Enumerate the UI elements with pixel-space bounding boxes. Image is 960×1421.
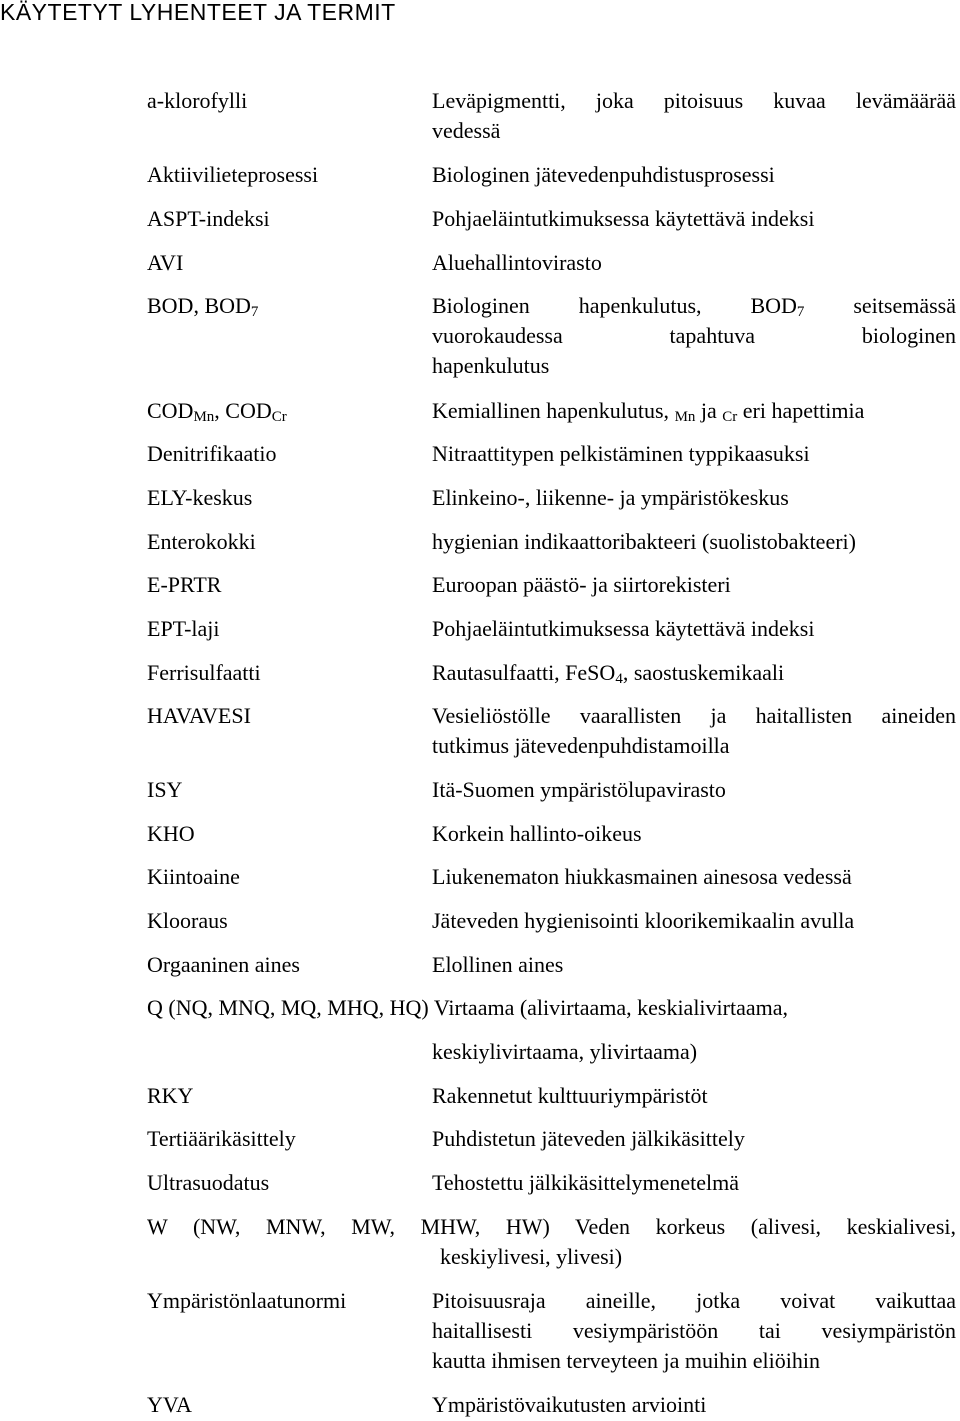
- definition-text: seitsemässä: [804, 293, 956, 318]
- term-subscript: Cr: [271, 409, 287, 425]
- definition-isy: Itä-Suomen ympäristölupavirasto: [432, 777, 726, 802]
- definition-text: Kemiallinen hapenkulutus,: [432, 398, 675, 423]
- term-denitrifikaatio: Denitrifikaatio: [147, 441, 277, 466]
- definition-text: ja: [695, 398, 723, 423]
- definition-denitrifikaatio: Nitraattitypen pelkistäminen typpikaasuksi: [432, 441, 810, 466]
- definition-line: vuorokaudessa tapahtuva biologinen: [432, 323, 956, 348]
- term-enterokokki: Enterokokki: [147, 529, 256, 554]
- definition-aktiivilieteprosessi: Biologinen jätevedenpuhdistusprosessi: [432, 162, 775, 187]
- definition-subscript: 4: [615, 671, 623, 687]
- definition-subscript: Mn: [674, 409, 696, 425]
- term-orgaaninen-aines: Orgaaninen aines: [147, 952, 300, 977]
- definition-ultrasuodatus: Tehostettu jälkikäsittelymenetelmä: [432, 1170, 739, 1195]
- definition-aspt-indeksi: Pohjaeläintutkimuksessa käytettävä indeksi: [432, 206, 815, 231]
- term-text: COD: [147, 398, 194, 423]
- definition-ely-keskus: Elinkeino-, liikenne- ja ympäristökeskus: [432, 485, 789, 510]
- definition-havavesi: [432, 701, 956, 761]
- definition-text: , saostuskemikaali: [622, 660, 785, 685]
- definition-kiintoaine: Liukenematon hiukkasmainen ainesosa vedessä: [432, 864, 852, 889]
- term-ymparistonlaatunormi: Ympäristönlaatunormi: [147, 1288, 347, 1313]
- term-text: , COD: [214, 398, 272, 423]
- definition-line: tutkimus jätevedenpuhdistamoilla: [432, 733, 730, 758]
- term-aktiivilieteprosessi: Aktiivilieteprosessi: [147, 162, 319, 187]
- term-subscript: 7: [250, 304, 259, 320]
- term-text: BOD, BOD: [147, 293, 251, 318]
- definition-q-continuation: keskiylivirtaama, ylivirtaama): [432, 1039, 698, 1064]
- term-ultrasuodatus: Ultrasuodatus: [147, 1170, 270, 1195]
- term-klooraus: Klooraus: [147, 908, 228, 933]
- term-rky: RKY: [147, 1083, 194, 1108]
- definition-rky: Rakennetut kulttuuriympäristöt: [432, 1083, 708, 1108]
- term-ept-laji: EPT-laji: [147, 616, 220, 641]
- term-yva: YVA: [147, 1392, 192, 1417]
- definition-line: kautta ihmisen terveyteen ja muihin eliöihin: [432, 1348, 820, 1373]
- definition-tertiaarikasittely: Puhdistetun jäteveden jälkikäsittely: [432, 1126, 745, 1151]
- definition-e-prtr: Euroopan päästö- ja siirtorekisteri: [432, 572, 731, 597]
- definition-line: haitallisesti vesiympäristöön tai vesiympäristön: [432, 1318, 956, 1343]
- term-havavesi: HAVAVESI: [147, 703, 251, 728]
- term-w-line: W (NW, MNW, MW, MHW, HW) Veden korkeus (alivesi, keskialivesi,: [147, 1214, 956, 1239]
- term-e-prtr: E-PRTR: [147, 572, 222, 597]
- term-avi: AVI: [147, 250, 184, 275]
- term-ferrisulfaatti: Ferrisulfaatti: [147, 660, 261, 685]
- definition-line: hapenkulutus: [432, 353, 550, 378]
- definition-w-continuation: keskiylivesi, ylivesi): [440, 1244, 623, 1269]
- definition-ept-laji: Pohjaeläintutkimuksessa käytettävä indeksi: [432, 616, 815, 641]
- term-tertiaarikasittely: Tertiäärikäsittely: [147, 1126, 296, 1151]
- term-ely-keskus: ELY-keskus: [147, 485, 253, 510]
- term-q-line: Q (NQ, MNQ, MQ, MHQ, HQ) Virtaama (alivirtaama, keskialivirtaama,: [147, 995, 788, 1020]
- definition-line: Vesieliöstölle vaarallisten ja haitallisten aineiden: [432, 703, 956, 728]
- definition-yva: Ympäristövaikutusten arviointi: [432, 1392, 707, 1417]
- definition-line: vedessä: [432, 118, 501, 143]
- term-kiintoaine: Kiintoaine: [147, 864, 240, 889]
- definition-kho: Korkein hallinto-oikeus: [432, 821, 642, 846]
- definition-ferrisulfaatti: [432, 658, 784, 688]
- definition-text: eri hapettimia: [737, 398, 865, 423]
- definition-line: [432, 291, 956, 321]
- definition-text: Rautasulfaatti, FeSO: [432, 660, 616, 685]
- definition-enterokokki: hygienian indikaattoribakteeri (suolistobakteeri): [432, 529, 856, 554]
- definition-orgaaninen-aines: Elollinen aines: [432, 952, 564, 977]
- term-subscript: Mn: [193, 409, 215, 425]
- definition-line: Pitoisuusraja aineille, jotka voivat vaikuttaa: [432, 1288, 956, 1313]
- definition-subscript: 7: [796, 304, 805, 320]
- definition-cod: [432, 396, 864, 426]
- definition-bod: [432, 291, 956, 381]
- definition-avi: Aluehallintovirasto: [432, 250, 602, 275]
- term-aspt-indeksi: ASPT-indeksi: [147, 206, 270, 231]
- page-title: KÄYTETYT LYHENTEET JA TERMIT: [0, 0, 396, 25]
- definition-klooraus: Jäteveden hygienisointi kloorikemikaalin avulla: [432, 908, 855, 933]
- term-a-klorofylli: a-klorofylli: [147, 88, 248, 113]
- term-isy: ISY: [147, 777, 183, 802]
- term-kho: KHO: [147, 821, 195, 846]
- term-bod: [147, 291, 258, 321]
- definition-ymparistonlaatunormi: [432, 1286, 956, 1376]
- term-cod: [147, 396, 287, 426]
- definition-a-klorofylli: [432, 86, 956, 146]
- definition-subscript: Cr: [722, 409, 738, 425]
- definition-text: Biologinen hapenkulutus, BOD: [432, 293, 797, 318]
- definition-line: Leväpigmentti, joka pitoisuus kuvaa levämäärää: [432, 88, 956, 113]
